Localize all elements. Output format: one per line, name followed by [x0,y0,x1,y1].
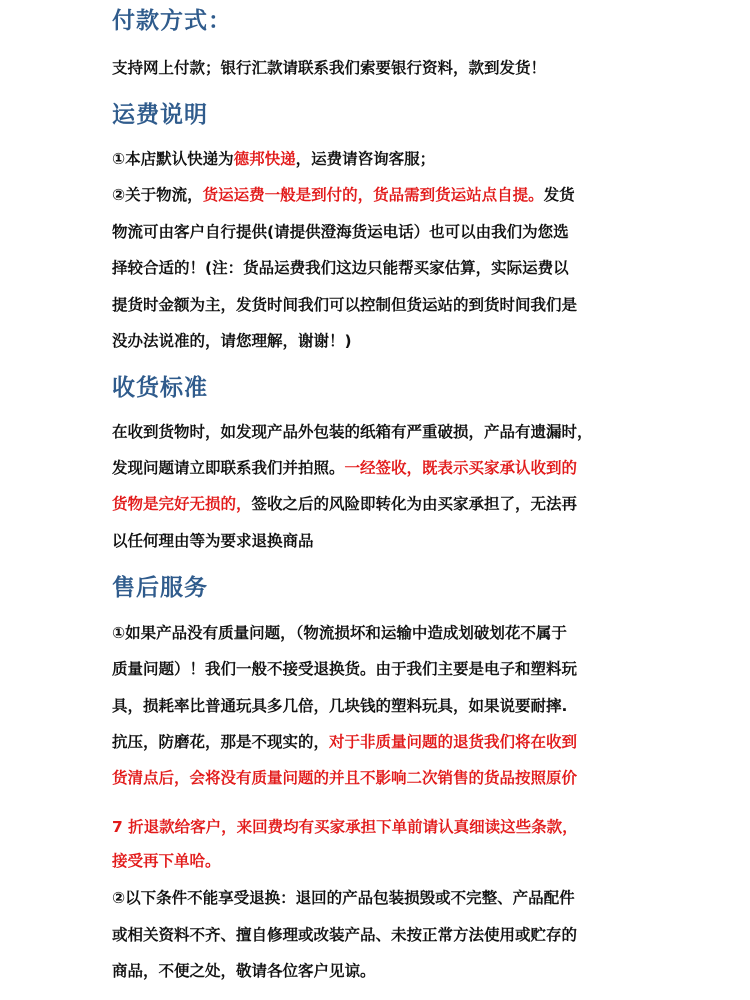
aftersale-line-3: 具，损耗率比普通玩具多几倍，几块钱的塑料玩具，如果说要耐摔. [112,697,568,715]
return-policy-highlight: 对于非质量问题的退货我们将在收到 [329,733,578,751]
courier-highlight: 德邦快递 [233,150,296,168]
aftersale-line-4: 抗压，防磨花，那是不现实的，对于非质量问题的退货我们将在收到 [112,733,578,751]
receipt-line-3: 货物是完好无损的，签收之后的风险即转化为由买家承担了，无法再 [112,495,578,513]
aftersale-line-9: 或相关资料不齐、擅自修理或改装产品、未按正常方法使用或贮存的 [112,926,578,944]
receipt-heading: 收货标准 [112,375,208,401]
payment-text: 支持网上付款；银行汇款请联系我们索要银行资料，款到发货！ [112,59,547,77]
aftersale-line-10: 商品，不便之处，敬请各位客户见谅。 [112,962,376,980]
freight-highlight: 货运运费一般是到付的，货品需到货运站点自提。 [202,186,544,204]
shipping-line-6: 没办法说准的，请您理解，谢谢！) [112,332,352,350]
shipping-line-5: 提货时金额为主，发货时间我们可以控制但货运站的到货时间我们是 [112,296,578,314]
receipt-line-2: 发现问题请立即联系我们并拍照。一经签收，既表示买家承认收到的 [112,459,578,477]
shipping-line-3: 物流可由客户自行提供(请提供澄海货运电话）也可以由我们为您选 [112,223,569,241]
shipping-line-1: ①本店默认快递为德邦快递，运费请咨询客服； [112,150,436,168]
aftersale-line-6: 7 折退款给客户，来回费均有买家承担下单前请认真细读这些条款， [112,818,578,836]
aftersale-line-7: 接受再下单哈。 [112,852,221,870]
aftersale-line-1: ①如果产品没有质量问题，（物流损坏和运输中造成划破划花不属于 [112,624,567,642]
shipping-line-4: 择较合适的！(注：货品运费我们这边只能帮买家估算，实际运费以 [112,259,569,277]
receipt-line-1: 在收到货物时，如发现产品外包装的纸箱有严重破损，产品有遗漏时， [112,423,593,441]
shipping-line-2: ②关于物流，货运运费一般是到付的，货品需到货运站点自提。发货 [112,186,575,204]
aftersale-heading: 售后服务 [112,575,208,601]
signoff-highlight: 一经签收，既表示买家承认收到的 [344,459,578,477]
payment-heading: 付款方式： [112,8,232,34]
aftersale-line-5: 货清点后，会将没有质量问题的并且不影响二次销售的货品按照原价 [112,769,578,787]
receipt-line-4: 以任何理由等为要求退换商品 [112,532,314,550]
aftersale-line-2: 质量问题）！我们一般不接受退换货。由于我们主要是电子和塑料玩 [112,660,578,678]
intact-highlight: 货物是完好无损的， [112,495,252,513]
shipping-heading: 运费说明 [112,102,208,128]
aftersale-line-8: ②以下条件不能享受退换：退回的产品包装损毁或不完整、产品配件 [112,889,575,907]
